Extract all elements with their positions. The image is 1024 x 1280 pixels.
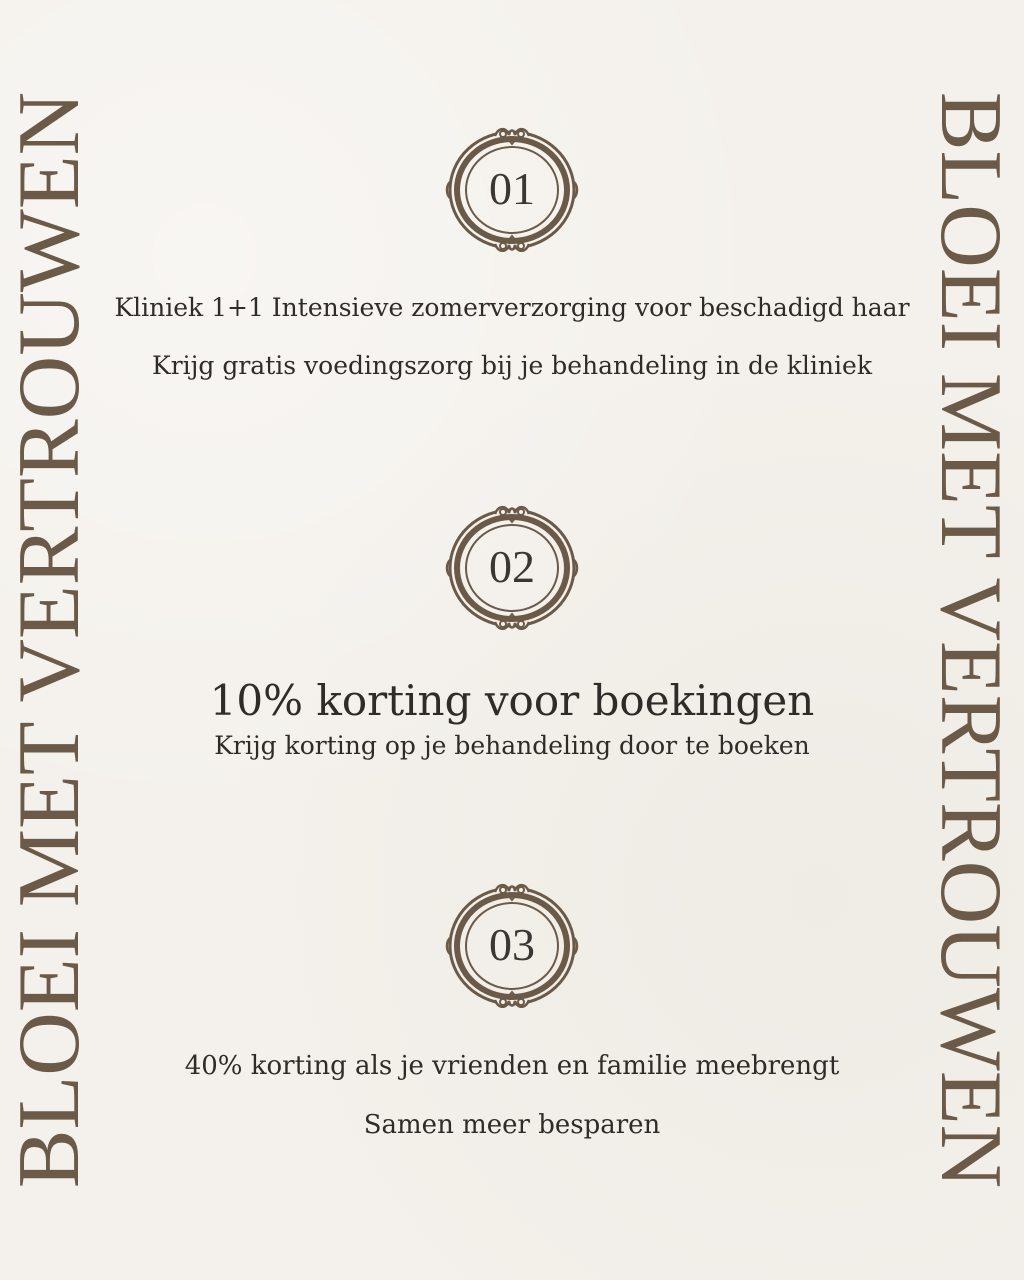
section-1-subline: Krijg gratis voedingszorg bij je behandeling in de kliniek: [152, 351, 872, 380]
ornate-frame-3: [443, 880, 581, 1008]
section-number-3: 03: [489, 919, 535, 970]
section-2-headline: 10% korting voor boekingen: [209, 676, 815, 725]
side-title-right: BLOEI MET VERTROUWEN: [922, 91, 1019, 1189]
ornate-frame-1: [443, 124, 581, 252]
section-3-headline: 40% korting als je vrienden en familie meebrengt: [184, 1051, 840, 1081]
ornate-frame-2: [443, 502, 581, 630]
section-number-1: 01: [489, 163, 535, 214]
section-1-headline: Kliniek 1+1 Intensieve zomerverzorging voor beschadigd haar: [114, 293, 910, 322]
section-3-subline: Samen meer besparen: [363, 1110, 661, 1140]
section-2-subline: Krijg korting op je behandeling door te boeken: [214, 731, 810, 760]
section-number-2: 02: [489, 541, 535, 592]
side-title-left: BLOEI MET VERTROUWEN: [1, 91, 98, 1189]
